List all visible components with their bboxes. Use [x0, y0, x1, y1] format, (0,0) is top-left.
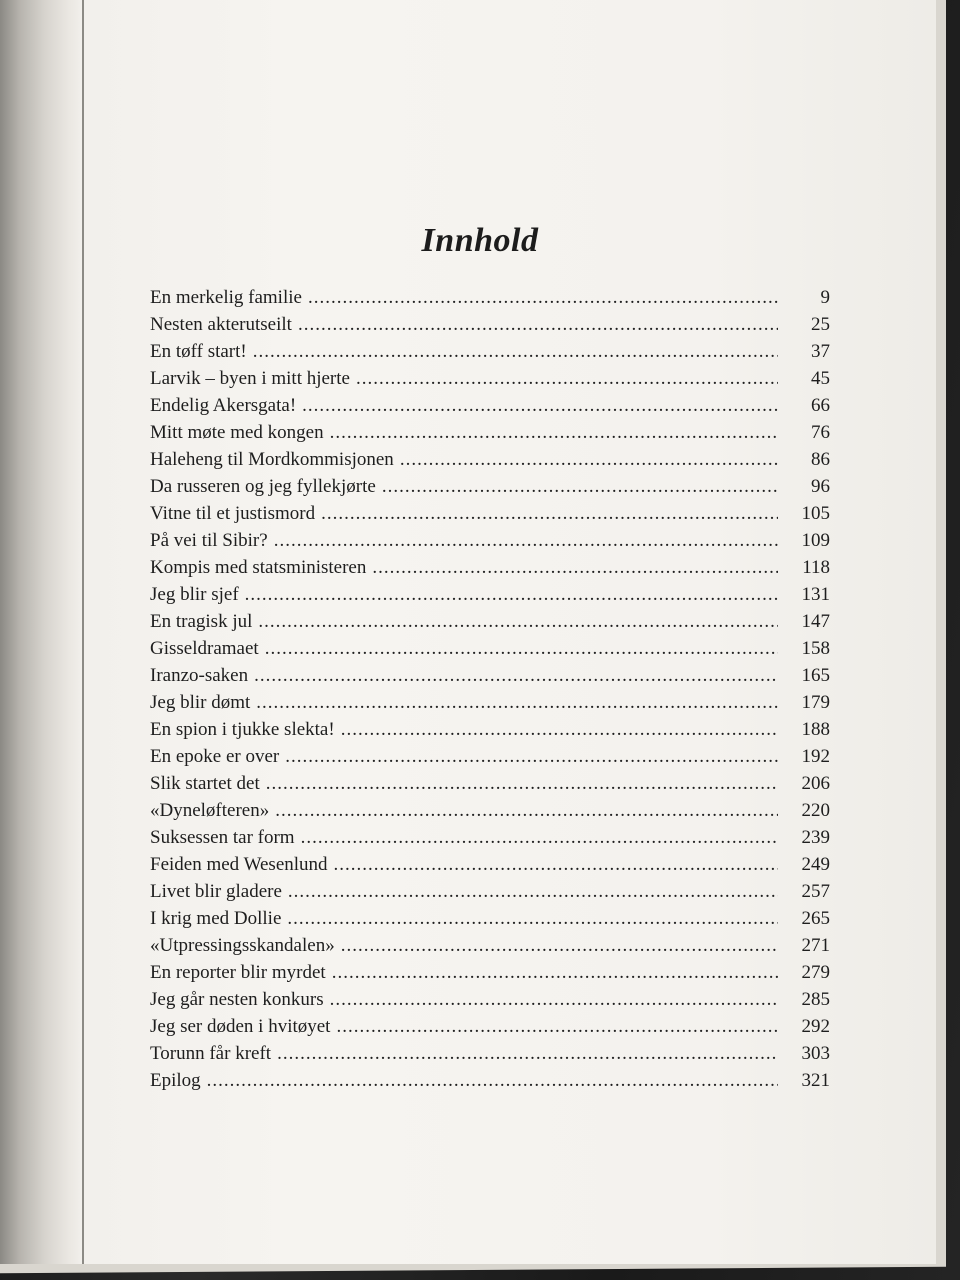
toc-entry-page-number: 292	[801, 1016, 830, 1037]
toc-entry	[150, 851, 830, 878]
toc-leader-dots	[265, 635, 778, 662]
toc-entry-page-number: 265	[801, 908, 830, 929]
toc-leader-dots	[274, 527, 778, 554]
toc-entry	[150, 662, 830, 689]
toc-entry	[150, 689, 830, 716]
toc-entry-title: På vei til Sibir?	[150, 530, 268, 551]
toc-entry	[150, 554, 830, 581]
toc-entry-page-number: 118	[802, 557, 830, 578]
toc-leader-dots	[372, 554, 778, 581]
toc-leader-dots	[207, 1067, 778, 1094]
toc-entry	[150, 581, 830, 608]
toc-entry-page-number: 192	[801, 746, 830, 767]
toc-entry-page-number: 279	[801, 962, 830, 983]
toc-entry-page-number: 158	[801, 638, 830, 659]
toc-entry	[150, 311, 830, 338]
toc-entry-title: En spion i tjukke slekta!	[150, 719, 335, 740]
toc-entry-title: Vitne til et justismord	[150, 503, 316, 524]
toc-entry	[150, 743, 830, 770]
toc-entry-page-number: 9	[820, 287, 830, 308]
toc-entry-page-number: 105	[801, 503, 830, 524]
toc-leader-dots	[330, 419, 778, 446]
book-gutter	[0, 0, 82, 1264]
toc-leader-dots	[330, 986, 778, 1013]
toc-leader-dots	[258, 608, 778, 635]
toc-entry	[150, 932, 830, 959]
toc-leader-dots	[341, 932, 778, 959]
toc-leader-dots	[285, 743, 778, 770]
toc-entry-title: Haleheng til Mordkommisjonen	[150, 449, 394, 470]
toc-entry-page-number: 285	[801, 989, 830, 1010]
toc-leader-dots	[298, 311, 778, 338]
toc-entry	[150, 770, 830, 797]
toc-entry-title: «Utpressingsskandalen»	[150, 935, 335, 956]
toc-entry-title: I krig med Dollie	[150, 908, 282, 929]
toc-leader-dots	[288, 878, 778, 905]
toc-entry-page-number: 188	[801, 719, 830, 740]
toc-entry-title: En merkelig familie	[150, 287, 302, 308]
toc-entry	[150, 608, 830, 635]
toc-entry	[150, 635, 830, 662]
toc-entry-page-number: 321	[801, 1070, 830, 1091]
toc-entry-title: En epoke er over	[150, 746, 280, 767]
page-title: Innhold	[421, 222, 539, 259]
toc-entry-title: Epilog	[150, 1070, 201, 1091]
toc-leader-dots	[254, 662, 778, 689]
toc-entry-title: Torunn får kreft	[150, 1043, 272, 1064]
toc-entry-page-number: 303	[801, 1043, 830, 1064]
toc-entry-page-number: 179	[801, 692, 830, 713]
toc-entry-page-number: 96	[811, 476, 830, 497]
toc-entry	[150, 986, 830, 1013]
table-of-contents	[150, 284, 830, 1094]
toc-entry-page-number: 45	[811, 368, 830, 389]
toc-entry-title: En tøff start!	[150, 341, 247, 362]
toc-leader-dots	[245, 581, 778, 608]
toc-entry-page-number: 86	[811, 449, 830, 470]
toc-entry-title: Endelig Akersgata!	[150, 395, 297, 416]
toc-entry-page-number: 206	[801, 773, 830, 794]
toc-entry	[150, 392, 830, 419]
toc-entry-title: Feiden med Wesenlund	[150, 854, 328, 875]
toc-entry-page-number: 249	[801, 854, 830, 875]
toc-entry-title: Da russeren og jeg fyllekjørte	[150, 476, 376, 497]
toc-entry-page-number: 76	[811, 422, 830, 443]
toc-leader-dots	[332, 959, 778, 986]
toc-entry-title: Mitt møte med kongen	[150, 422, 324, 443]
toc-entry-page-number: 239	[801, 827, 830, 848]
toc-leader-dots	[336, 1013, 778, 1040]
toc-entry	[150, 446, 830, 473]
toc-leader-dots	[334, 851, 778, 878]
toc-leader-dots	[341, 716, 778, 743]
toc-entry	[150, 284, 830, 311]
toc-entry-title: Larvik – byen i mitt hjerte	[150, 368, 350, 389]
toc-leader-dots	[277, 1040, 778, 1067]
toc-entry	[150, 716, 830, 743]
toc-entry	[150, 1013, 830, 1040]
toc-entry-title: Jeg ser døden i hvitøyet	[150, 1016, 331, 1037]
toc-leader-dots	[356, 365, 778, 392]
toc-entry-page-number: 37	[811, 341, 830, 362]
toc-entry-page-number: 257	[801, 881, 830, 902]
toc-entry-title: Slik startet det	[150, 773, 260, 794]
toc-leader-dots	[266, 770, 778, 797]
toc-leader-dots	[382, 473, 778, 500]
toc-entry	[150, 959, 830, 986]
toc-leader-dots	[302, 392, 778, 419]
toc-leader-dots	[321, 500, 778, 527]
toc-entry-page-number: 271	[801, 935, 830, 956]
toc-entry-title: Livet blir gladere	[150, 881, 282, 902]
toc-entry-title: Jeg blir sjef	[150, 584, 239, 605]
toc-entry	[150, 1040, 830, 1067]
toc-entry-page-number: 66	[811, 395, 830, 416]
toc-entry-page-number: 165	[801, 665, 830, 686]
toc-entry	[150, 500, 830, 527]
toc-leader-dots	[301, 824, 778, 851]
toc-entry	[150, 527, 830, 554]
toc-entry	[150, 905, 830, 932]
toc-leader-dots	[253, 338, 778, 365]
toc-leader-dots	[256, 689, 778, 716]
toc-entry-page-number: 147	[801, 611, 830, 632]
toc-leader-dots	[275, 797, 778, 824]
toc-leader-dots	[308, 284, 778, 311]
toc-entry	[150, 1067, 830, 1094]
toc-entry	[150, 473, 830, 500]
toc-entry-page-number: 109	[801, 530, 830, 551]
toc-leader-dots	[287, 905, 778, 932]
toc-entry	[150, 797, 830, 824]
toc-entry-page-number: 25	[811, 314, 830, 335]
toc-entry-title: Gisseldramaet	[150, 638, 259, 659]
toc-entry	[150, 419, 830, 446]
toc-entry-title: Jeg blir dømt	[150, 692, 251, 713]
toc-entry-title: Kompis med statsministeren	[150, 557, 367, 578]
toc-entry	[150, 878, 830, 905]
gutter-crease	[82, 0, 84, 1264]
toc-entry-title: Suksessen tar form	[150, 827, 295, 848]
toc-entry-page-number: 220	[801, 800, 830, 821]
toc-entry-page-number: 131	[801, 584, 830, 605]
toc-entry	[150, 338, 830, 365]
toc-entry-title: En reporter blir myrdet	[150, 962, 326, 983]
toc-entry-title: «Dyneløfteren»	[150, 800, 270, 821]
toc-entry	[150, 365, 830, 392]
toc-entry-title: En tragisk jul	[150, 611, 253, 632]
toc-entry-title: Jeg går nesten konkurs	[150, 989, 324, 1010]
toc-entry	[150, 824, 830, 851]
toc-entry-title: Nesten akterutseilt	[150, 314, 292, 335]
toc-leader-dots	[400, 446, 778, 473]
toc-entry-title: Iranzo-saken	[150, 665, 249, 686]
